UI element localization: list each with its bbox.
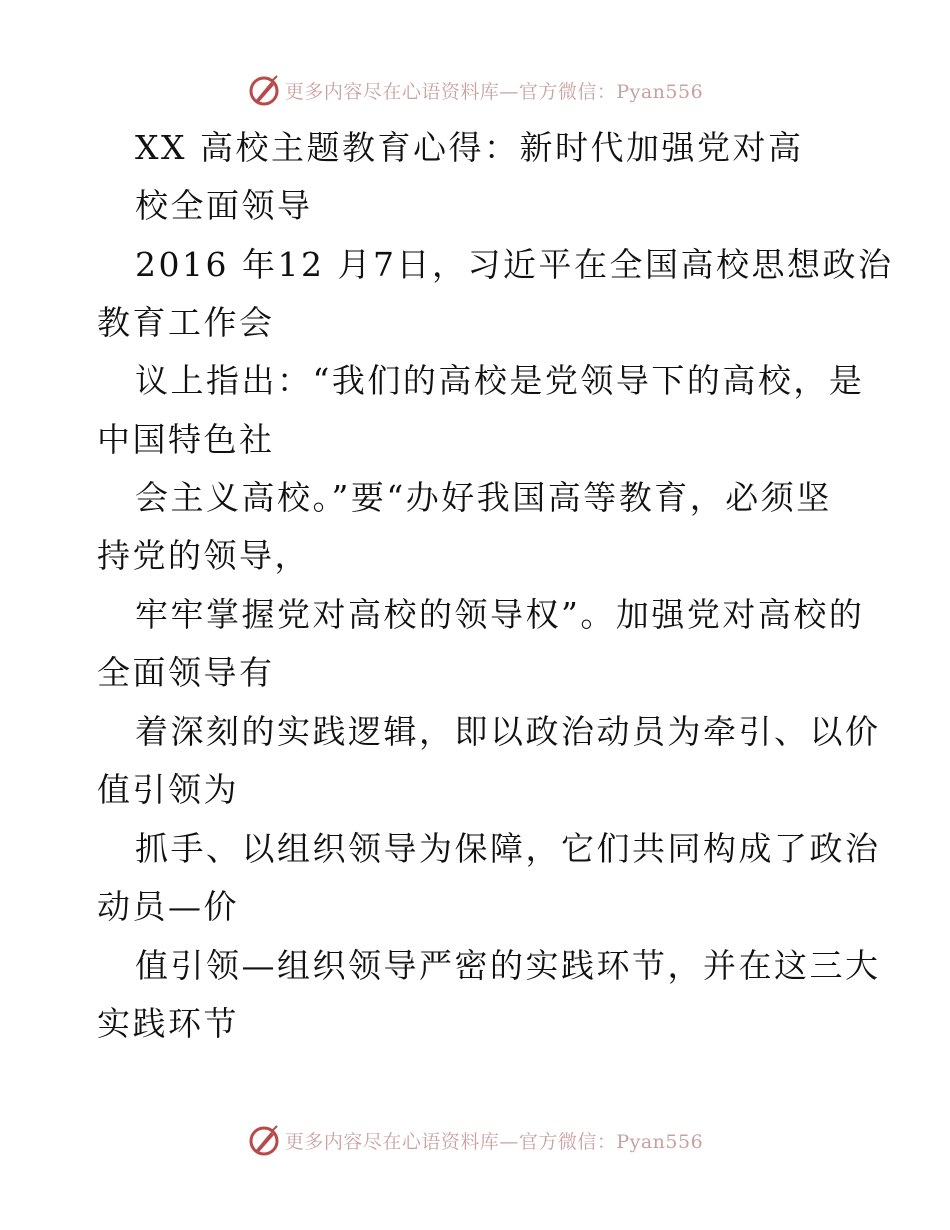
quill-pen-logo-icon (247, 1123, 281, 1157)
text-line: 抓手、以组织领导为保障，它们共同构成了政治 (135, 829, 881, 868)
text-line: 持党的领导， (97, 536, 310, 575)
watermark-text: 更多内容尽在心语资料库—官方微信：Pyan556 (284, 80, 704, 103)
quill-pen-logo-icon (247, 73, 281, 107)
text-line: 议上指出：“我们的高校是党领导下的高校，是 (135, 361, 865, 400)
text-line: 牢牢掌握党对高校的领导权”。加强党对高校的 (135, 595, 865, 634)
text-line: 值引领—组织领导严密的实践环节，并在这三大 (135, 946, 881, 985)
text-line: 教育工作会 (97, 303, 275, 342)
header-watermark-banner (0, 70, 950, 110)
text-line: 着深刻的实践逻辑，即以政治动员为牵引、以价 (135, 712, 881, 751)
text-line: 中国特色社 (97, 420, 275, 459)
text-line: 值引领为 (97, 770, 239, 809)
text-line: 会主义高校。”要“办好我国高等教育，必须坚 (135, 478, 832, 517)
text-line: 实践环节 (97, 1004, 239, 1043)
text-line: 2016 年12 月7日，习近平在全国高校思想政治 (135, 245, 894, 284)
text-line: 校全面领导 (135, 186, 313, 225)
watermark-text: 更多内容尽在心语资料库—官方微信：Pyan556 (284, 1130, 704, 1153)
text-line: 全面领导有 (97, 653, 275, 692)
footer-watermark-banner (0, 1120, 950, 1160)
text-line: 动员—价 (97, 887, 239, 926)
text-line: XX 高校主题教育心得：新时代加强党对高 (135, 128, 804, 167)
